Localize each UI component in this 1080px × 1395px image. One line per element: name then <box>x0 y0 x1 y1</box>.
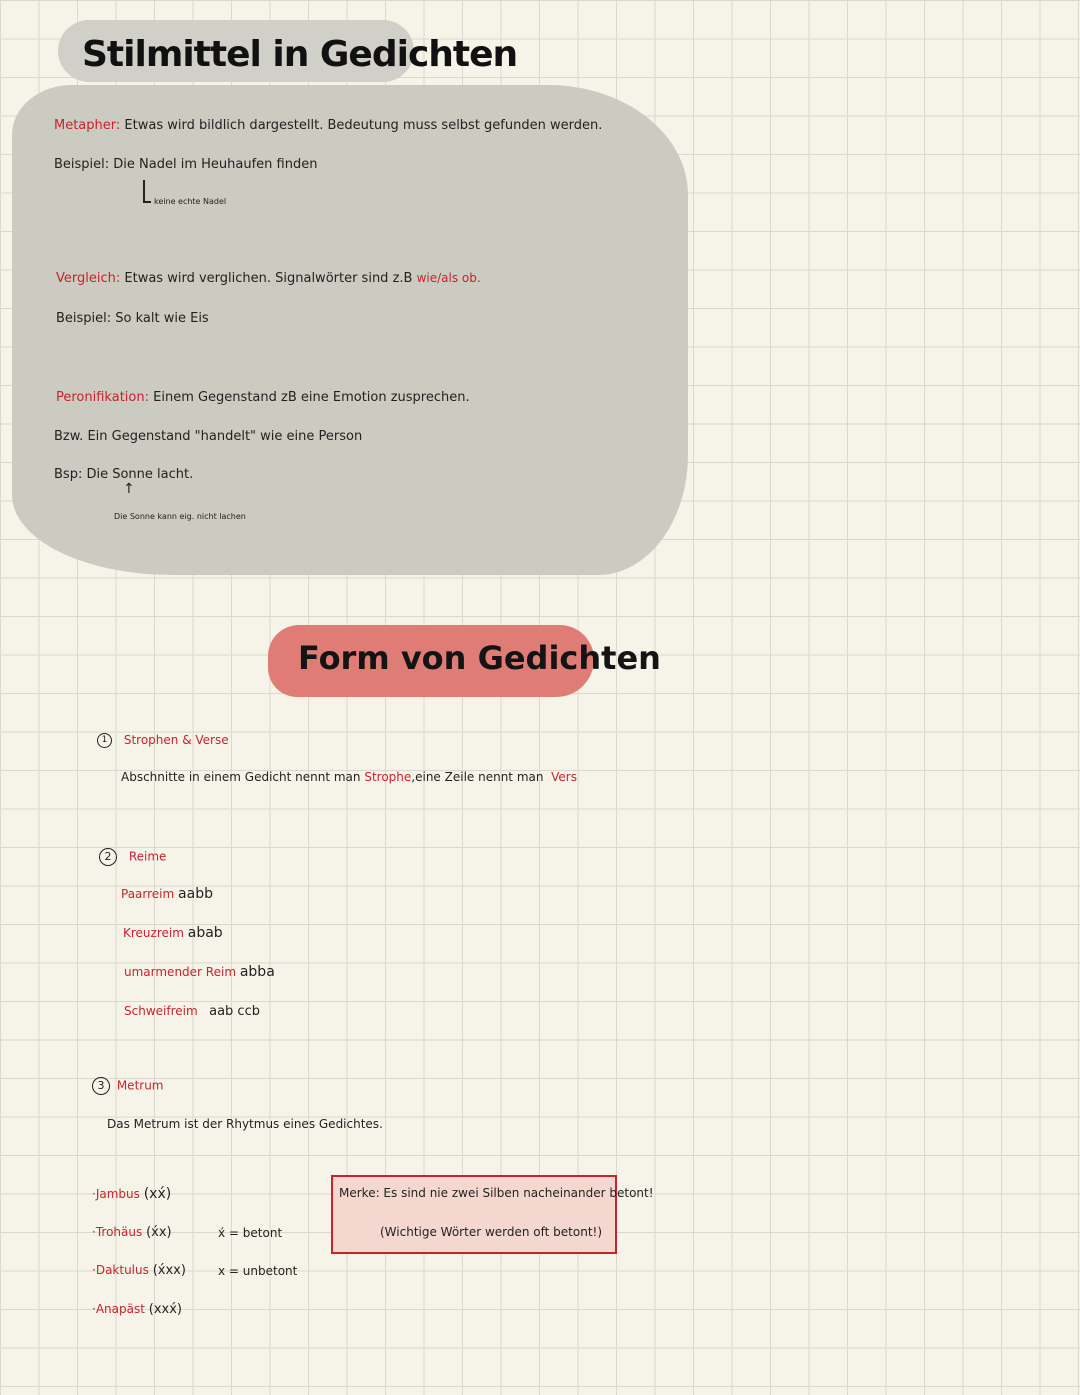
strophen-heading: Strophen & Verse <box>123 733 229 747</box>
section2-title: Form von Gedichten <box>298 639 661 677</box>
vergleich-term: Vergleich: <box>56 271 121 286</box>
number-2-icon: 2 <box>99 848 117 866</box>
vergleich-signal: wie/als ob. <box>416 271 481 285</box>
personifikation-example: Bsp: Die Sonne lacht. <box>54 467 194 482</box>
foot-name: ·Trohäus <box>92 1225 143 1239</box>
metapher-note: keine echte Nadel <box>154 197 227 206</box>
vergleich-example: Beispiel: So kalt wie Eis <box>56 311 209 326</box>
reim-name: Kreuzreim <box>123 926 184 940</box>
metapher-example: Beispiel: Die Nadel im Heuhaufen finden <box>54 157 318 172</box>
page-title: Stilmittel in Gedichten <box>82 34 518 75</box>
metapher-note-bracket <box>143 180 145 202</box>
metrum-foot <box>92 1225 172 1240</box>
strophen-text-a: Abschnitte in einem Gedicht nennt man <box>121 770 361 784</box>
metrum-foot <box>92 1302 182 1317</box>
metrum-definition: Das Metrum ist der Rhytmus eines Gedichtes. <box>107 1117 383 1131</box>
personifikation-line <box>56 390 470 405</box>
legend-stressed: x́ = betont <box>218 1226 283 1240</box>
strophe-word: Strophe <box>364 770 412 784</box>
metapher-definition: Etwas wird bildlich dargestellt. Bedeutung muss selbst gefunden werden. <box>124 118 603 133</box>
metrum-foot <box>92 1186 171 1202</box>
vergleich-definition: Etwas wird verglichen. Signalwörter sind z.B <box>124 271 413 286</box>
reim-name: Paarreim <box>121 887 175 901</box>
metrum-heading-row <box>92 1077 164 1095</box>
foot-name: ·Jambus <box>92 1187 140 1201</box>
reim-name: umarmender Reim <box>124 965 237 979</box>
reim-item <box>124 1004 260 1019</box>
personifikation-note: Die Sonne kann eig. nicht lachen <box>114 512 246 521</box>
merke-line1: Merke: Es sind nie zwei Silben nacheinander betont! <box>339 1186 654 1200</box>
metapher-line <box>54 118 602 133</box>
reime-heading-row <box>99 848 166 866</box>
reim-pattern: aab ccb <box>209 1004 260 1019</box>
metrum-heading: Metrum <box>116 1078 164 1093</box>
reime-heading: Reime <box>128 849 167 864</box>
personifikation-line2: Bzw. Ein Gegenstand "handelt" wie eine Person <box>54 429 363 444</box>
number-3-icon: 3 <box>92 1077 110 1095</box>
foot-pattern: (xxx́) <box>148 1302 182 1317</box>
metapher-term: Metapher: <box>54 118 121 133</box>
vers-word: Vers <box>551 770 577 784</box>
reim-item <box>121 886 213 902</box>
reim-name: Schweifreim <box>124 1004 198 1018</box>
metapher-note-bracket-foot <box>143 201 151 203</box>
up-arrow-icon: ↑ <box>123 481 135 497</box>
personifikation-definition: Einem Gegenstand zB eine Emotion zusprechen. <box>153 390 470 405</box>
reim-pattern: abba <box>239 964 275 980</box>
strophen-text <box>121 770 577 784</box>
vergleich-line <box>56 271 481 286</box>
foot-pattern: (xx́) <box>143 1186 172 1202</box>
strophen-text-b: ,eine Zeile nennt man <box>411 770 544 784</box>
merke-line2: (Wichtige Wörter werden oft betont!) <box>380 1225 603 1239</box>
personifikation-term: Peronifikation: <box>56 390 149 405</box>
foot-name: ·Daktulus <box>92 1263 149 1277</box>
strophen-heading-row <box>97 733 229 748</box>
metrum-foot <box>92 1263 186 1278</box>
foot-pattern: (x́xx) <box>152 1263 186 1278</box>
reim-item <box>123 925 223 941</box>
reim-pattern: abab <box>187 925 223 941</box>
foot-pattern: (x́x) <box>146 1225 172 1240</box>
reim-pattern: aabb <box>178 886 213 902</box>
legend-unstressed: x = unbetont <box>218 1264 298 1278</box>
number-1-icon: 1 <box>97 733 112 748</box>
foot-name: ·Anapäst <box>92 1302 145 1316</box>
reim-item <box>124 964 275 980</box>
